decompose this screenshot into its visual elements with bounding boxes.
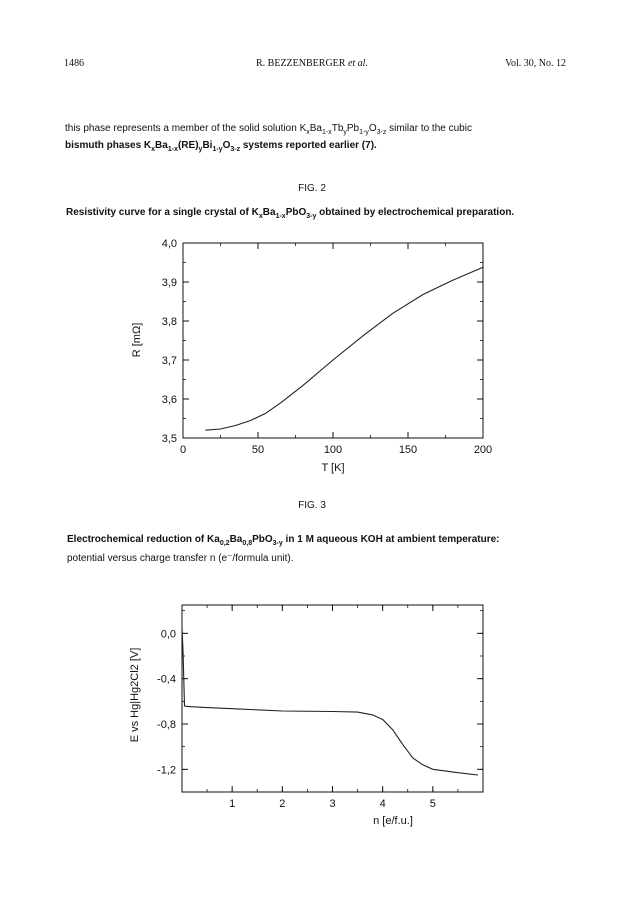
x-tick-label: 200	[473, 444, 493, 456]
subscript: 1-x	[167, 146, 178, 153]
text-run: PbO	[285, 207, 307, 218]
text-run: in 1 M aqueous KOH at ambient temperature:	[282, 534, 500, 545]
y-tick-label: -0,8	[157, 719, 176, 731]
y-tick-label: 3,8	[161, 316, 177, 328]
fig3-caption-line-2: potential versus charge transfer n (e⁻/formula unit).	[67, 553, 294, 564]
paragraph-line-1	[65, 122, 565, 139]
et-al: et al.	[347, 58, 368, 69]
text-run: Ba	[309, 123, 322, 134]
subscript: 0,2	[219, 540, 230, 547]
text-run: Ba	[262, 207, 276, 218]
y-tick-label: -1,2	[157, 764, 176, 777]
subscript: y	[343, 129, 347, 136]
text-run: obtained by electrochemical preparation.	[316, 207, 515, 218]
reduction-chart	[110, 600, 510, 840]
subscript: x	[306, 129, 310, 136]
authors: R. BEZZENBERGER	[256, 58, 346, 69]
x-tick-label: 100	[323, 444, 343, 456]
y-axis-label: E vs Hg|Hg2Cl2 [V]	[129, 647, 141, 743]
x-axis-label: T [K]	[321, 462, 345, 474]
subscript: x	[151, 146, 156, 153]
text-run: Pb	[346, 123, 360, 134]
subscript: 3-z	[376, 129, 387, 136]
paragraph-line-2	[65, 139, 565, 156]
fig2-caption	[66, 205, 566, 224]
text-run: this phase represents a member of the solid solution K	[65, 123, 307, 134]
text-run: Ba	[155, 140, 168, 151]
subscript: y	[198, 146, 203, 153]
potential-curve	[182, 628, 478, 775]
subscript: x	[258, 213, 263, 220]
volume-info: Vol. 30, No. 12	[505, 58, 566, 69]
subscript: 3-y	[306, 213, 317, 220]
y-tick-label: -0,4	[157, 673, 176, 686]
fig3-caption-line-1	[67, 532, 567, 551]
plot-frame	[183, 243, 483, 438]
x-tick-label: 4	[379, 798, 386, 810]
x-tick-label: 0	[179, 444, 187, 456]
text-run: Bi	[202, 140, 213, 151]
text-run: similar to the cubic	[386, 123, 472, 134]
subscript: 1-y	[359, 129, 369, 136]
x-tick-label: 50	[251, 444, 265, 456]
body-paragraph	[65, 122, 565, 156]
text-run: (RE)	[177, 140, 199, 151]
subscript: 3-y	[272, 540, 283, 547]
y-tick-label: 0,0	[160, 628, 176, 641]
y-tick-label: 3,7	[161, 355, 177, 367]
plot-frame	[182, 605, 483, 792]
x-tick-label: 2	[279, 798, 286, 810]
y-tick-label: 3,6	[161, 394, 177, 406]
text-run: PbO	[252, 534, 273, 545]
fig2-label: FIG. 2	[298, 183, 326, 194]
y-tick-label: 4,0	[161, 238, 177, 250]
text-run: bismuth phases K	[65, 140, 152, 151]
fig3-caption	[67, 532, 567, 566]
x-axis-label: n [e/f.u.]	[373, 815, 413, 827]
x-tick-label: 150	[398, 444, 418, 456]
page-number: 1486	[64, 58, 84, 69]
text-run: O	[368, 123, 377, 134]
text-run: Electrochemical reduction of Ka	[67, 534, 220, 545]
y-tick-label: 3,9	[161, 277, 177, 289]
x-tick-label: 3	[329, 798, 336, 810]
subscript: 1-y	[212, 146, 223, 153]
text-run: systems reported earlier (7).	[240, 140, 377, 151]
resistivity-curve	[206, 267, 484, 430]
x-tick-label: 1	[229, 798, 236, 810]
subscript: 1-x	[321, 129, 332, 136]
y-axis-label: R [mΩ]	[131, 322, 143, 358]
text-run: Resistivity curve for a single crystal of K	[66, 207, 259, 218]
subscript: 0,8	[242, 540, 253, 547]
text-run: Ba	[229, 534, 243, 545]
subscript: 1-x	[275, 213, 286, 220]
resistivity-chart	[110, 235, 510, 485]
y-tick-label: 3,5	[161, 433, 177, 445]
fig3-label: FIG. 3	[298, 500, 326, 511]
running-title	[256, 58, 368, 69]
x-tick-label: 5	[429, 798, 436, 810]
subscript: 3-z	[230, 146, 241, 153]
text-run: O	[222, 140, 231, 151]
text-run: Tb	[331, 123, 344, 134]
